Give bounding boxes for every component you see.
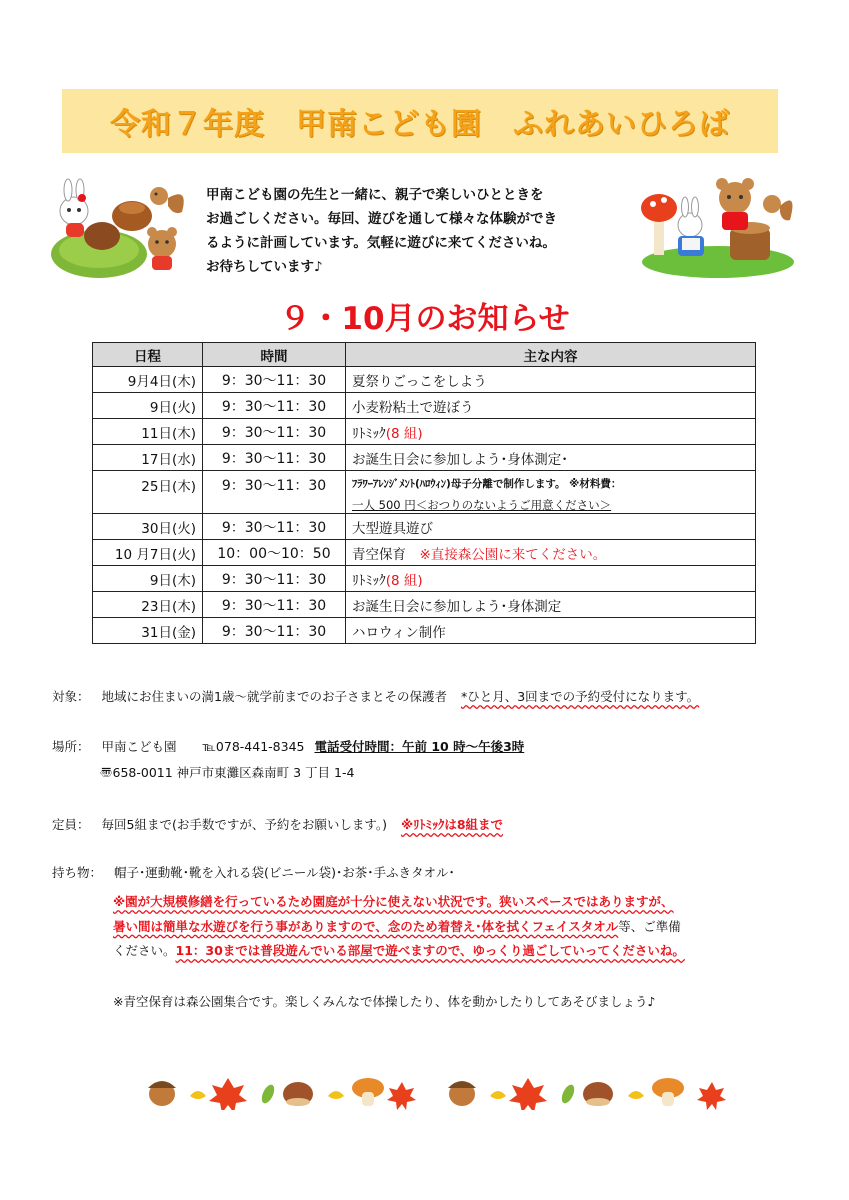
- belongings-notes: [113, 890, 763, 964]
- intro-line: お待ちしています♪: [206, 259, 323, 275]
- row-content-main: 青空保育: [352, 546, 406, 563]
- belongings-text: 帽子･運動靴･靴を入れる袋(ビニール袋)･お茶･手ふきタオル･: [114, 865, 455, 880]
- target-info: [52, 688, 699, 706]
- capacity-label: 定員：: [52, 817, 90, 832]
- chestnut-icon: [583, 1082, 613, 1106]
- title-banner: [62, 89, 778, 153]
- capacity-note: ※ﾘﾄﾐｯｸは8組まで: [400, 817, 504, 832]
- maple-leaf-icon: [387, 1082, 416, 1110]
- table-row: [93, 592, 756, 618]
- maple-leaf-icon: [697, 1082, 726, 1110]
- place-label: 場所：: [52, 739, 90, 754]
- row-time: 9：30～11：30: [203, 471, 346, 514]
- table-row: [93, 540, 756, 566]
- warning-line-2-tail: 等、ご準備: [618, 918, 681, 934]
- row-content-note: ※直接森公園に来てください。: [419, 546, 607, 563]
- mushroom-icon: [652, 1078, 684, 1106]
- intro-line: 甲南こども園の先生と一緒に、親子で楽しいひとときを: [206, 187, 544, 203]
- row-date: 31日(金): [93, 618, 203, 644]
- capacity-text: 毎回5組まで(お手数ですが、予約をお願いします。): [101, 817, 387, 832]
- schedule-table: [92, 342, 756, 644]
- table-row: [93, 618, 756, 644]
- row-content: お誕生日会に参加しよう･身体測定: [346, 592, 756, 618]
- row-content-note: (8 組): [385, 572, 423, 589]
- row-time: 9：30～11：30: [203, 367, 346, 393]
- belongings-info: [52, 864, 455, 882]
- header-date: 日程: [93, 343, 203, 367]
- row-content-note: (8 組): [385, 425, 423, 442]
- row-time: 9：30～11：30: [203, 393, 346, 419]
- intro-text: [206, 183, 636, 279]
- row-date: 30日(火): [93, 514, 203, 540]
- place-name: 甲南こども園: [101, 739, 177, 754]
- row-content: 夏祭りごっこをしよう: [346, 367, 756, 393]
- row-content-line2: 一人 500 円＜おつりのないようご用意ください＞: [352, 498, 612, 512]
- row-content: [346, 471, 756, 514]
- ginkgo-leaf-icon: [328, 1091, 344, 1099]
- row-date: 9日(木): [93, 566, 203, 592]
- leaf-icon: [259, 1083, 277, 1105]
- row-content: 小麦粉粘土で遊ぼう: [346, 393, 756, 419]
- place-info: [52, 738, 524, 756]
- place-address: 〠658-0011 神戸市東灘区森南町 3 丁目 1-4: [100, 765, 355, 780]
- row-time: 9：30～11：30: [203, 514, 346, 540]
- chestnut-icon: [283, 1082, 313, 1106]
- leaf-icon: [559, 1083, 577, 1105]
- maple-leaf-icon: [209, 1078, 247, 1110]
- row-date: 23日(木): [93, 592, 203, 618]
- table-row: [93, 566, 756, 592]
- place-hours: 電話受付時間：午前 10 時～午後3時: [314, 739, 525, 754]
- table-row: [93, 367, 756, 393]
- acorn-icon: [448, 1081, 476, 1106]
- notice-title: ９・10月のお知らせ: [279, 301, 570, 337]
- ginkgo-leaf-icon: [190, 1091, 206, 1099]
- row-content-main: ﾌﾗﾜｰｱﾚﾝｼﾞﾒﾝﾄ(ﾊﾛｳｨﾝ)母子分離で制作します。 ※材料費：: [352, 478, 622, 490]
- row-content: [346, 566, 756, 592]
- row-date: 10 月7日(火): [93, 540, 203, 566]
- row-time: 9：30～11：30: [203, 592, 346, 618]
- header-time: 時間: [203, 343, 346, 367]
- capacity-info: [52, 816, 503, 834]
- warning-line-2: 暑い間は簡単な水遊びを行う事がありますので、念のため着替え･体を拭くフェイスタオル: [113, 918, 619, 934]
- row-date: 9日(火): [93, 393, 203, 419]
- intro-line: お過ごしください。毎回、遊びを通して様々な体験ができ: [206, 211, 557, 227]
- mushroom-icon: [352, 1078, 384, 1106]
- row-time: 9：30～11：30: [203, 445, 346, 471]
- table-row: [93, 419, 756, 445]
- table-row: [93, 471, 756, 514]
- aozora-note: ※青空保育は森公園集合です。楽しくみんなで体操したり、体を動かしたりしてあそびましょう♪: [113, 994, 656, 1009]
- row-content: [346, 540, 756, 566]
- autumn-animals-illustration-left: [44, 176, 194, 281]
- target-text: 地域にお住まいの満1歳～就学前までのお子さまとその保護者: [101, 689, 447, 704]
- row-time: 9：30～11：30: [203, 566, 346, 592]
- row-content: 大型遊具遊び: [346, 514, 756, 540]
- row-content-main: ﾘﾄﾐｯｸ: [352, 572, 386, 589]
- row-date: 25日(木): [93, 471, 203, 514]
- row-content-main: ﾘﾄﾐｯｸ: [352, 425, 386, 442]
- row-time: 9：30～11：30: [203, 618, 346, 644]
- row-date: 11日(木): [93, 419, 203, 445]
- warning-line-1: ※園が大規模修繕を行っているため園庭が十分に使えない状況です。狭いスペースではありますが、: [113, 894, 674, 909]
- acorn-icon: [148, 1081, 176, 1106]
- row-time: 9：30～11：30: [203, 419, 346, 445]
- table-row: [93, 514, 756, 540]
- row-content: お誕生日会に参加しよう･身体測定･: [346, 445, 756, 471]
- warning-line-3-head: ください。: [113, 943, 176, 958]
- belongings-label: 持ち物：: [52, 865, 103, 880]
- ginkgo-leaf-icon: [490, 1091, 506, 1099]
- ginkgo-leaf-icon: [628, 1091, 644, 1099]
- row-date: 9月4日(木): [93, 367, 203, 393]
- table-row: [93, 393, 756, 419]
- target-label: 対象：: [52, 689, 90, 704]
- row-time: 10：00～10：50: [203, 540, 346, 566]
- row-content: ハロウィン制作: [346, 618, 756, 644]
- table-row: [93, 445, 756, 471]
- table-header-row: [93, 343, 756, 367]
- maple-leaf-icon: [509, 1078, 547, 1110]
- page-title: 令和７年度 甲南こども園 ふれあいひろば: [110, 107, 730, 142]
- autumn-leaves-decoration: [140, 1070, 730, 1110]
- place-tel: ℡078-441-8345: [202, 739, 305, 754]
- header-content: 主な内容: [346, 343, 756, 367]
- target-note: *ひと月、3回までの予約受付になります。: [460, 689, 700, 704]
- row-content: [346, 419, 756, 445]
- row-date: 17日(水): [93, 445, 203, 471]
- warning-line-3: 11：30までは普段遊んでいる部屋で遊べますので、ゆっくり過ごしていってくださいね。: [175, 943, 685, 958]
- autumn-animals-illustration-right: [640, 170, 795, 280]
- intro-line: るように計画しています。気軽に遊びに来てくださいね。: [206, 235, 556, 251]
